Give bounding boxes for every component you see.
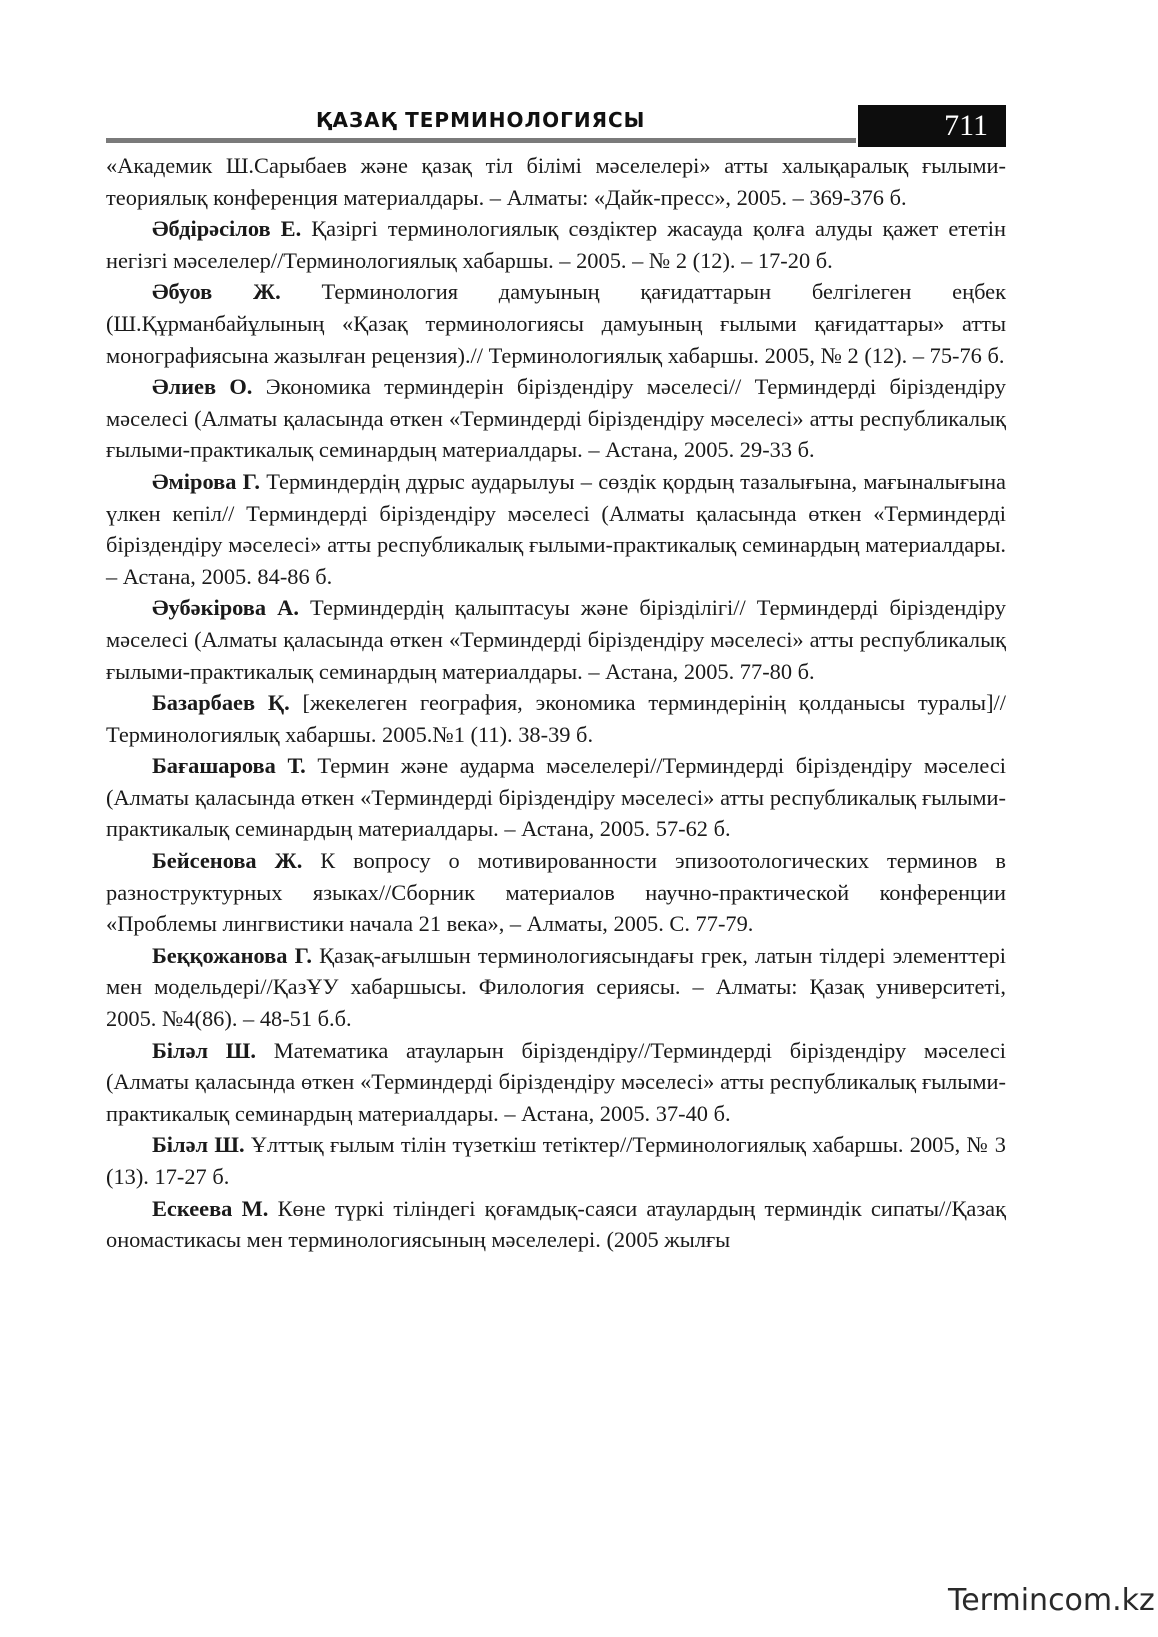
entry-text: Термин және аударма мәселелері//Терминдерді біріздендіру мәселесі (Алматы қаласында өткен «Терминдерді біріздендіру мәселесі» атты республикалық ғылыми-практикалық семинардың материалдары. – Астана, 2005. 57-62 б. [106,753,1006,842]
entry-text: [жекелеген география, экономика терминдерінің қолданысы туралы]// Терминологиялық хабаршы. 2005.№1 (11). 38-39 б. [106,690,1006,747]
entry-text: Математика атауларын біріздендіру//Терминдерді біріздендіру мәселесі (Алматы қаласында өткен «Терминдерді біріздендіру мәселесі» атты республикалық ғылыми-практикалық семинардың материалдары. – Астана, 2005. 37-40 б. [106,1037,1006,1126]
running-title: ҚАЗАҚ ТЕРМИНОЛОГИЯСЫ [316,108,646,132]
page-header [106,100,1006,146]
entry-text: Ұлттық ғылым тілін түзеткіш тетіктер//Терминологиялық хабаршы. 2005, № 3 (13). 17-27 б. [106,1132,1006,1189]
entry-author: Әбуов Ж. [152,279,281,305]
bib-entry [106,845,1006,940]
entry-text: Қазіргі терминологиялық сөздіктер жасауда қолға алуды қажет ететін негізгі мәселелер//Терминологиялық хабаршы. – 2005. – № 2 (12). – 17-20 б. [106,216,1006,273]
bib-entry [106,466,1006,592]
page-number-box [858,105,1006,147]
page-number: 711 [944,109,988,142]
bib-entry [106,213,1006,276]
bibliography [106,150,1006,1256]
bib-entry [106,940,1006,1035]
entry-author: Біләл Ш. [152,1037,256,1063]
bib-entry [106,592,1006,687]
site-watermark: Termincom.kz [948,1583,1155,1618]
entry-author: Базарбаев Қ. [152,690,290,716]
bib-entry [106,1035,1006,1130]
bib-entry [106,1193,1006,1256]
entry-text: К вопросу о мотивированности эпизоотологических терминов в разноструктурных языках//Сборник материалов научно-практической конференции «Проблемы лингвистики начала 21 века», – Алматы, 2005. С. 77-79. [106,848,1007,937]
entry-author: Беққожанова Г. [152,942,312,968]
bib-entry [106,687,1006,750]
bib-entry [106,371,1006,466]
entry-author: Бейсенова Ж. [152,848,303,874]
entry-text: Көне түркі тіліндегі қоғамдық-саяси атаулардың терминдік сипаты//Қазақ ономастикасы мен терминологиясының мәселелері. (2005 жылғы [106,1195,1006,1253]
entry-author: Ескеева М. [152,1195,269,1221]
entry-text: Қазақ-ағылшын терминологиясындағы грек, латын тілдері элементтері мен модельдері//ҚазҰУ хабаршысы. Филология сериясы. – Алматы: Қазақ университеті, 2005. №4(86). – 48-51 б.б. [106,942,1006,1032]
entry-author: Әмірова Г. [152,468,260,494]
entry-author: Әубәкірова А. [152,595,299,621]
bib-entry [106,1129,1006,1192]
entry-author: Әбдірәсілов Е. [152,216,302,242]
bib-entry [106,750,1006,845]
entry-author: Бағашарова Т. [152,753,306,779]
continuation-entry: «Академик Ш.Сарыбаев және қазақ тіл білімі мәселелері» атты халықаралық ғылыми-теориялық конференция материалдары. – Алматы: «Дайк-пресс», 2005. – 369-376 б. [106,153,1006,210]
header-rule [106,138,856,143]
entry-text: Терминология дамуының қағидаттарын белгілеген еңбек (Ш.Құрманбайұлының «Қазақ терминологиясы дамуының ғылыми қағидаттары» атты монографиясына жазылған рецензия).// Терминологиялық хабаршы. 2005, № 2 (12). – 75-76 б. [106,279,1006,368]
entry-text: Терминдердің қалыптасуы және біріздiлiгi// Терминдерді біріздендіру мәселесі (Алматы қаласында өткен «Терминдерді біріздендіру мәселесі» атты республикалық ғылыми-практикалық семинардың материалдары. – Астана, 2005. 77-80 б. [106,595,1006,684]
bib-entry [106,276,1006,371]
entry-author: Әлиев О. [152,374,253,400]
entry-text: Терминдердің дұрыс аударылуы – сөздік қордың тазалығына, мағыналығына үлкен кепіл// Терминдерді біріздендіру мәселесі (Алматы қаласында өткен «Терминдерді біріздендіру мәселесі» атты республикалық ғылыми-практикалық семинардың материалдары. – Астана, 2005. 84-86 б. [106,468,1006,589]
entry-text: Экономика терминдерін біріздендіру мәселесі// Терминдерді біріздендіру мәселесі (Алматы қаласында өткен «Терминдерді біріздендіру мәселесі» атты республикалық ғылыми-практикалық семинардың материалдары. – Астана, 2005. 29-33 б. [106,374,1006,463]
entry-author: Біләл Ш. [152,1132,245,1158]
